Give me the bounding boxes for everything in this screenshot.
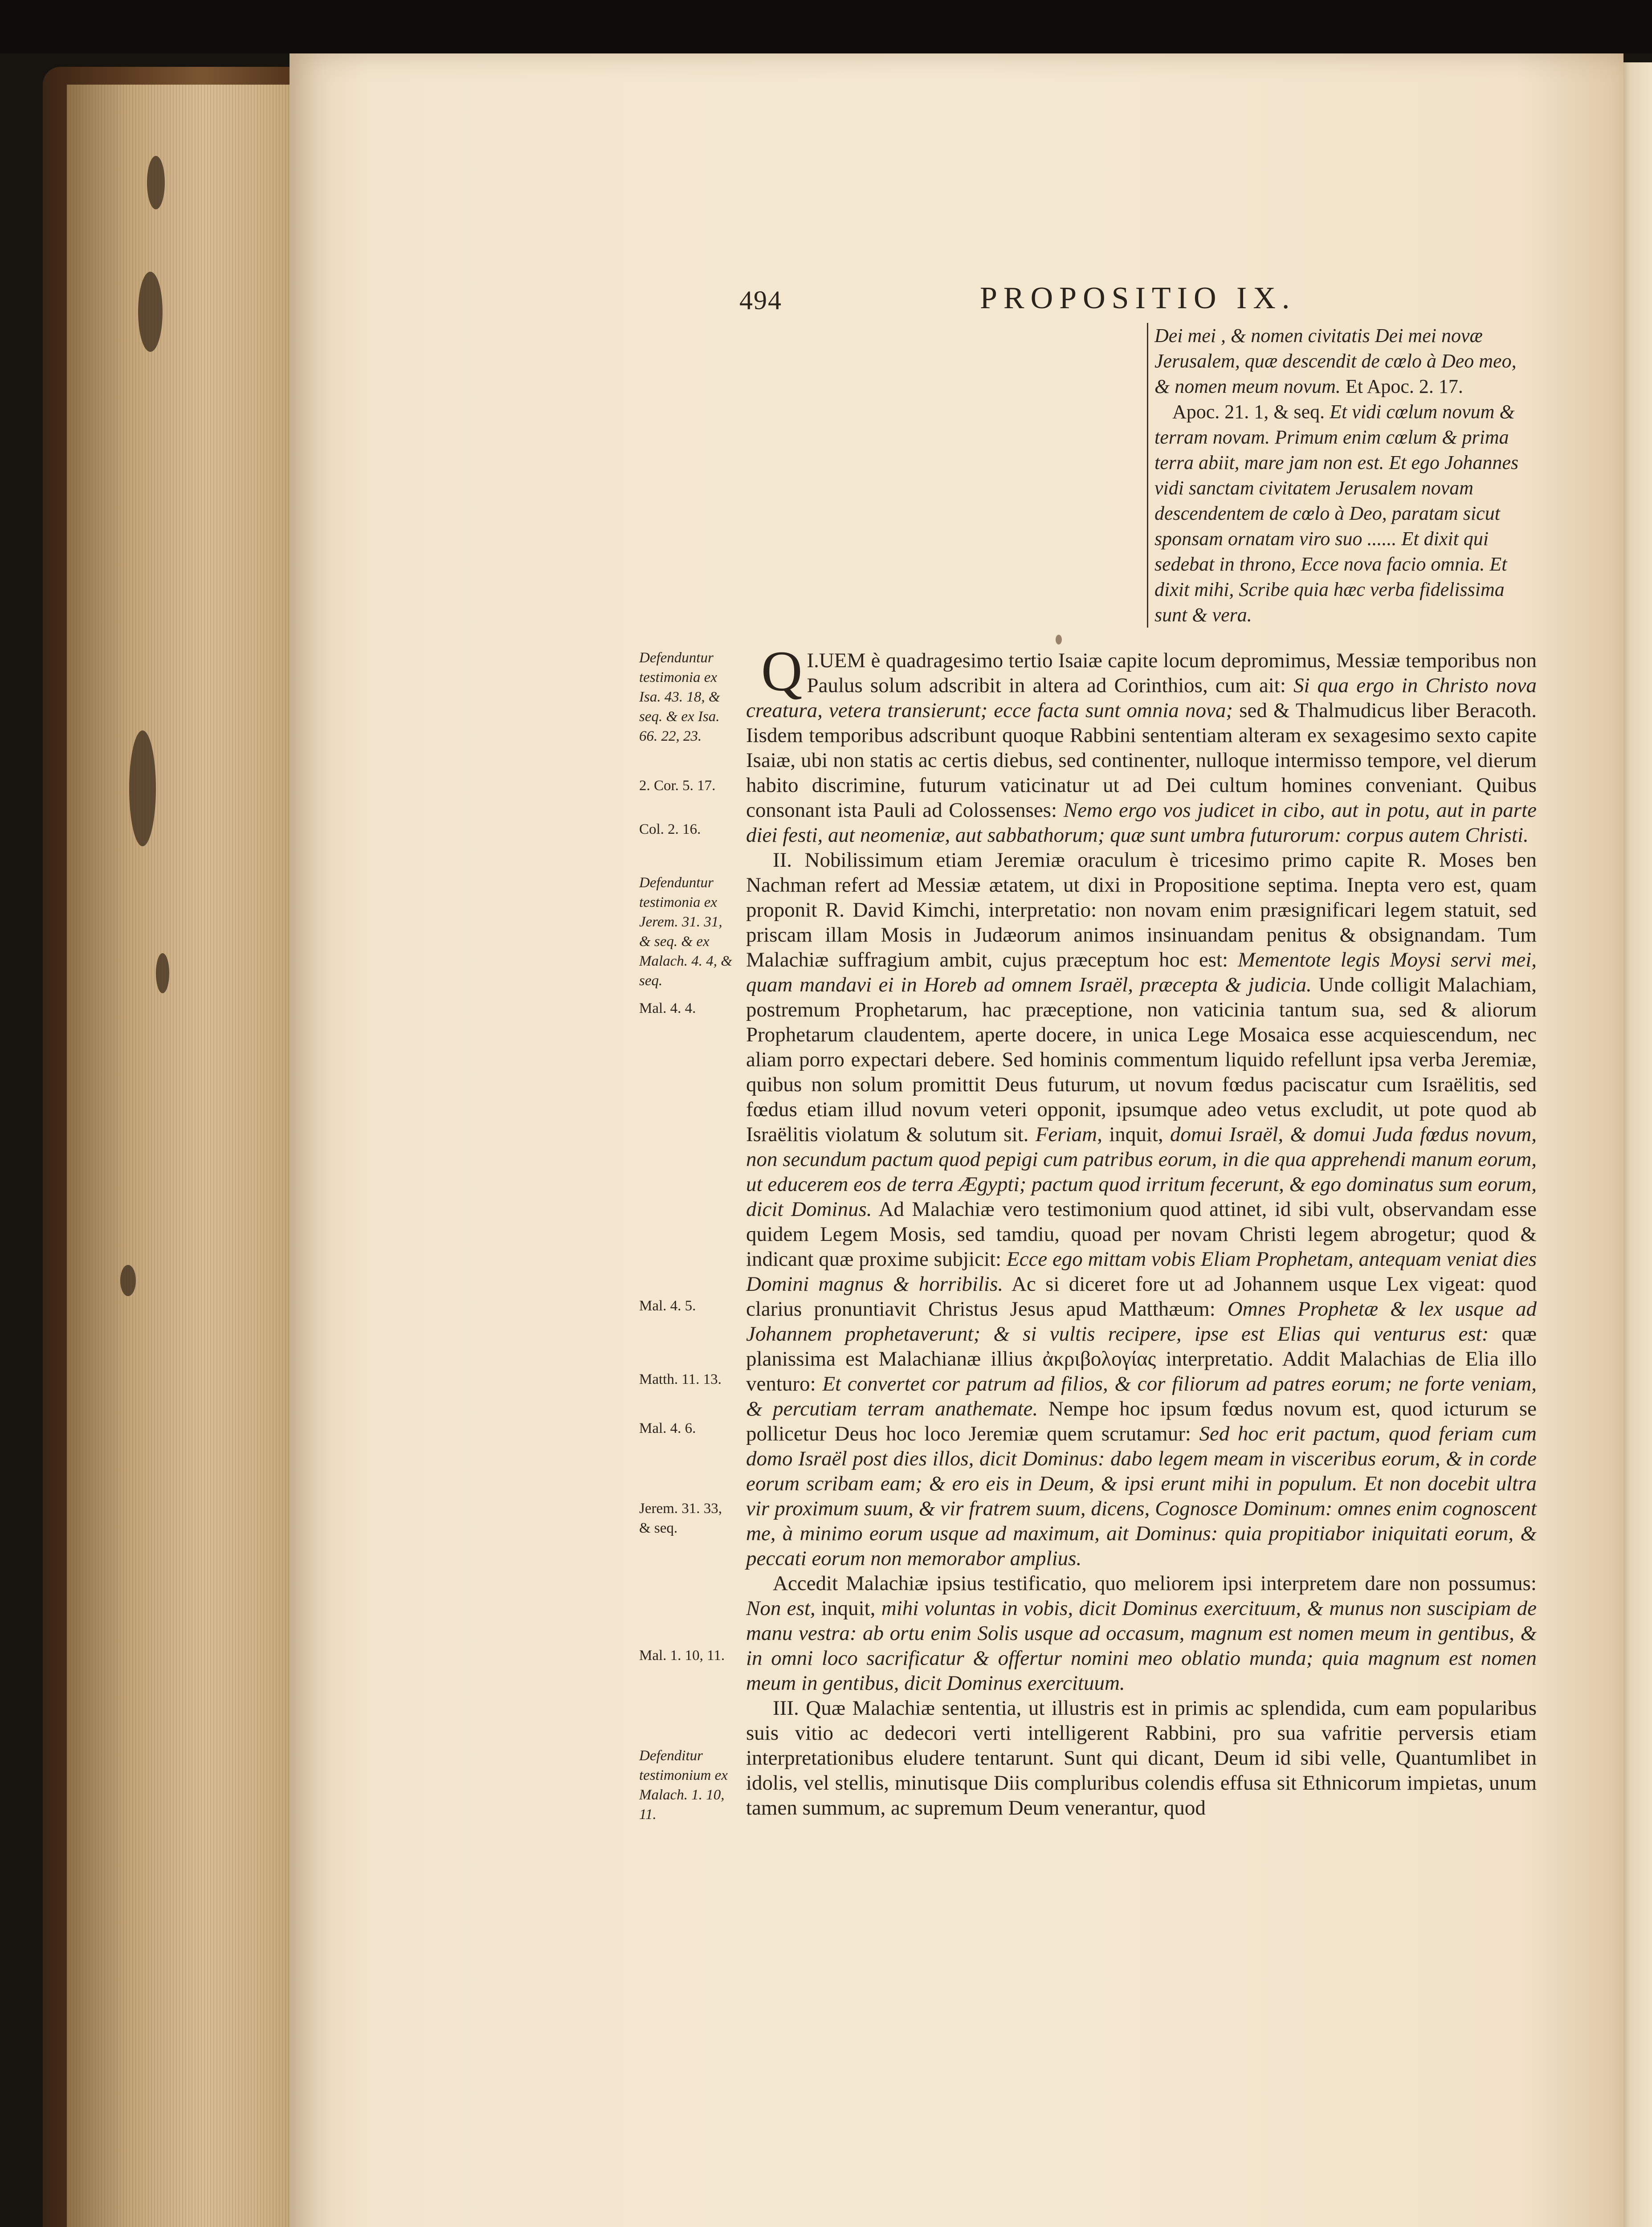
- drop-cap: Q: [761, 640, 803, 703]
- margin-note: Mal. 4. 6.: [639, 1420, 696, 1436]
- text-run: inquit,: [1102, 1123, 1170, 1146]
- quotation: Ecce ego mittam vobis Eliam Prophetam, antequam veniat dies Domini magnus & horribilis.: [746, 1248, 1537, 1296]
- top-line-reference: Et Apoc. 2. 17.: [1340, 375, 1463, 397]
- top-line: Jerusalem, quæ descendit de cœlo à Deo meo,: [1154, 350, 1517, 372]
- text-run: Nempe hoc ipsum fœdus novum est, quod icturum se pollicetur Deus hoc loco Jeremiæ quem scrutamur:: [746, 1397, 1537, 1445]
- text-run: Ac si diceret fore ut ad Johannem usque Lex vigeat: quod clarius pronuntiavit Christus Jesus apud Matthæum:: [746, 1273, 1537, 1321]
- top-text-column: [1147, 323, 1538, 628]
- ink-spot: [1056, 635, 1062, 644]
- margin-note: Mal. 1. 10, 11.: [639, 1648, 725, 1664]
- top-paragraph: [1154, 399, 1538, 628]
- margin-note: Defenditur testimonium ex Malach. 1. 10, 11.: [639, 1748, 728, 1823]
- text-run: sed & Thalmudicus liber Beracoth. Iisdem temporibus adscribunt quoque Rabbini sententiam alteram ex sexagesimo sexto capite Isaiæ, ubi non statis ac certis diebus, sed continenter, nulloque intermisso tempore, vel dierum habito discrimine, futurum vaticinatur ut ad Dei cultum homines conveniant. Quibus consonant ista Pauli ad Colossenses:: [746, 699, 1537, 822]
- stain-mark: [147, 156, 165, 209]
- quotation: Si qua ergo in Christo nova creatura, vetera transierunt; ecce facta sunt omnia nova;: [746, 674, 1537, 722]
- margin-note: Matth. 11. 13.: [639, 1371, 722, 1387]
- book-fore-edge: [67, 85, 316, 2227]
- paragraph: [746, 1571, 1537, 1696]
- quotation: Omnes Prophetæ & lex usque ad Johannem prophetaverunt; & si vultis recipere, ipse est Elias qui venturus est:: [746, 1297, 1537, 1346]
- top-line-italic: & nomen meum novum.: [1154, 375, 1341, 397]
- margin-note: Mal. 4. 5.: [639, 1298, 696, 1314]
- paragraph: [746, 640, 1537, 848]
- margin-note: 2. Cor. 5. 17.: [639, 778, 716, 794]
- top-paragraph-quote: Et vidi cœlum novum & terram novam. Primum enim cœlum & prima terra abiit, mare jam non est. Et ego Johannes vidi sanctam civitatem Jerusalem novam descendentem de cœlo à Deo, paratam sicut sponsam ornatam viro suo ...... Et dixit qui sedebat in throno, Ecce nova facio omnia. Et dixit mihi, Scribe quia hæc verba fidelissima sunt & vera.: [1154, 401, 1519, 626]
- text-run: Accedit Malachiæ ipsius testificatio, quo meliorem ipsi interpretem dare non possumus:: [773, 1572, 1537, 1595]
- stain-mark: [138, 272, 163, 352]
- section-number: III.: [773, 1697, 799, 1720]
- margin-note: Defenduntur testimonia ex Isa. 43. 18, & seq. & ex Isa. 66. 22, 23.: [639, 650, 720, 744]
- page-number: 494: [739, 286, 782, 315]
- page-header: PROPOSITIO IX.: [980, 281, 1296, 315]
- quotation: Nemo ergo vos judicet in cibo, aut in potu, aut in parte diei festi, aut neomeniæ, aut sabbathorum; quæ sunt umbra futurorum: corpus autem Christi.: [746, 799, 1537, 847]
- quotation: Non est,: [746, 1597, 816, 1620]
- margin-note: Defenduntur testimonia ex Jerem. 31. 31, & seq. & ex Malach. 4. 4, & seq.: [639, 875, 732, 989]
- body-text: [746, 640, 1537, 1820]
- text-run: Unde colligit Malachiam, postremum Prophetarum, hac præceptione, non vaticinia tantum sua, sed & aliorum Prophetarum claudentem, aperte docere, in unica Lege Mosaica esse acquiescendum, nec aliam porro expectari debere. Sed hominis commentum liquido refellunt ipsa verba Jeremiæ, quibus non solum promittit Deus futurum, ut novum fœdus paciscatur cum Israëlitis, sed fœdus etiam illud novum veteri opponit, ipsumque adeo vetus excludit, ut pote quod ab Israëlitis violatum & solutum sit.: [746, 973, 1537, 1146]
- quotation: mihi voluntas in vobis, dicit Dominus exercituum, & munus non suscipiam de manu vestra: ab ortu enim Solis usque ad occasum, magnum est nomen meum in gentibus, & in omni loco sacrificatur & offertur nomini meo oblatio munda; quia magnum est nomen meum in gentibus, dicit Dominus exercituum.: [746, 1597, 1537, 1695]
- text-run: Ad Malachiæ vero testimonium quod attinet, id sibi vult, observandam esse quidem Legem Mosis, sed tamdiu, quoad per novam Christi legem abrogetur; quod & indicant quæ proxime subjicit:: [746, 1198, 1537, 1271]
- quotation: Mementote legis Moysi servi mei, quam mandavi ei in Horeb ad omnem Israël, præcepta & judicia.: [746, 948, 1537, 996]
- quotation: Et convertet cor patrum ad filios, & cor filiorum ad patres eorum; ne forte veniam, & percutiam terram anathemate.: [746, 1372, 1537, 1420]
- top-paragraph-reference: Apoc. 21. 1, & seq.: [1172, 401, 1330, 423]
- paragraph: [746, 848, 1537, 1571]
- quotation: Feriam,: [1035, 1123, 1102, 1146]
- margin-note: Col. 2. 16.: [639, 821, 701, 837]
- scan-background: [0, 0, 1652, 53]
- quotation: Sed hoc erit pactum, quod feriam cum domo Israël post dies illos, dicit Dominus: dabo legem meam in visceribus eorum, & in corde eorum scribam eam; & ero eis in Deum, & ipsi erunt mihi in populum. Et non docebit ultra vir proximum suum, & vir fratrem suum, dicens, Cognosce Dominum: omnes enim cognoscent me, à minimo eorum usque ad maximum, ait Dominus: quia propitiabor iniquitati eorum, & peccati eorum non memorabor amplius.: [746, 1422, 1537, 1570]
- text-run: Nobilissimum etiam Jeremiæ oraculum è tricesimo primo capite R. Moses ben Nachman refert ad Messiæ ætatem, ut dixi in Propositione septima. Inepta vero est, quam proponit R. David Kimchi, interpretatio: non novam enim præsignificari legem statuit, sed priscam illam Mosis in Judæorum animos insinuandam penitus & obsignandam. Tum Malachiæ suffragium ambit, cujus præceptum hoc est:: [746, 848, 1537, 971]
- section-number: I.: [807, 649, 819, 672]
- top-line: Dei mei , & nomen civitatis Dei mei novæ: [1154, 325, 1483, 347]
- margin-note: Jerem. 31. 33, & seq.: [639, 1501, 722, 1536]
- text-run: Quæ Malachiæ sententia, ut illustris est in primis ac splendida, cum eam popularibus suis vitio ac dedecori verti intelligerent Rabbini, pro sua vafritie perversis etiam interpretationibus eludere tentarunt. Sunt qui dicant, Deum id sibi velle, Quantumlibet in idolis, vel stellis, minutisque Diis compluribus colendis effusa sit Ethnicorum impietas, unum tamen summum, ac supremum Deum venerantur, quod: [746, 1697, 1537, 1819]
- text-run: quæ planissima est Malachianæ illius: [746, 1322, 1537, 1370]
- stain-mark: [120, 1265, 136, 1296]
- text-run: inquit,: [815, 1597, 881, 1620]
- stain-mark: [156, 953, 169, 993]
- margin-note: Mal. 4. 4.: [639, 1000, 696, 1016]
- text-run: UEM è quadragesimo tertio Isaiæ capite locum depromimus, Messiæ temporibus non Paulus solum adscribit in altera ad Corinthios, cum ait:: [807, 649, 1537, 697]
- top-line: [1154, 374, 1538, 399]
- stain-mark: [129, 730, 156, 846]
- section-number: II.: [773, 848, 792, 872]
- greek-word: ἀκριβολογίας: [1042, 1347, 1156, 1370]
- quotation: domui Israël, & domui Juda fœdus novum, non secundum pactum quod pepigi cum patribus eorum, in die qua apprehendi manum eorum, ut educerem eos de terra Ægypti; pactum quod irritum fecerunt, & ego dominatus sum eorum, dicit Dominus.: [746, 1123, 1537, 1221]
- text-run: interpretatio. Addit Malachias de Elia illo venturo:: [746, 1347, 1537, 1395]
- paragraph: [746, 1696, 1537, 1820]
